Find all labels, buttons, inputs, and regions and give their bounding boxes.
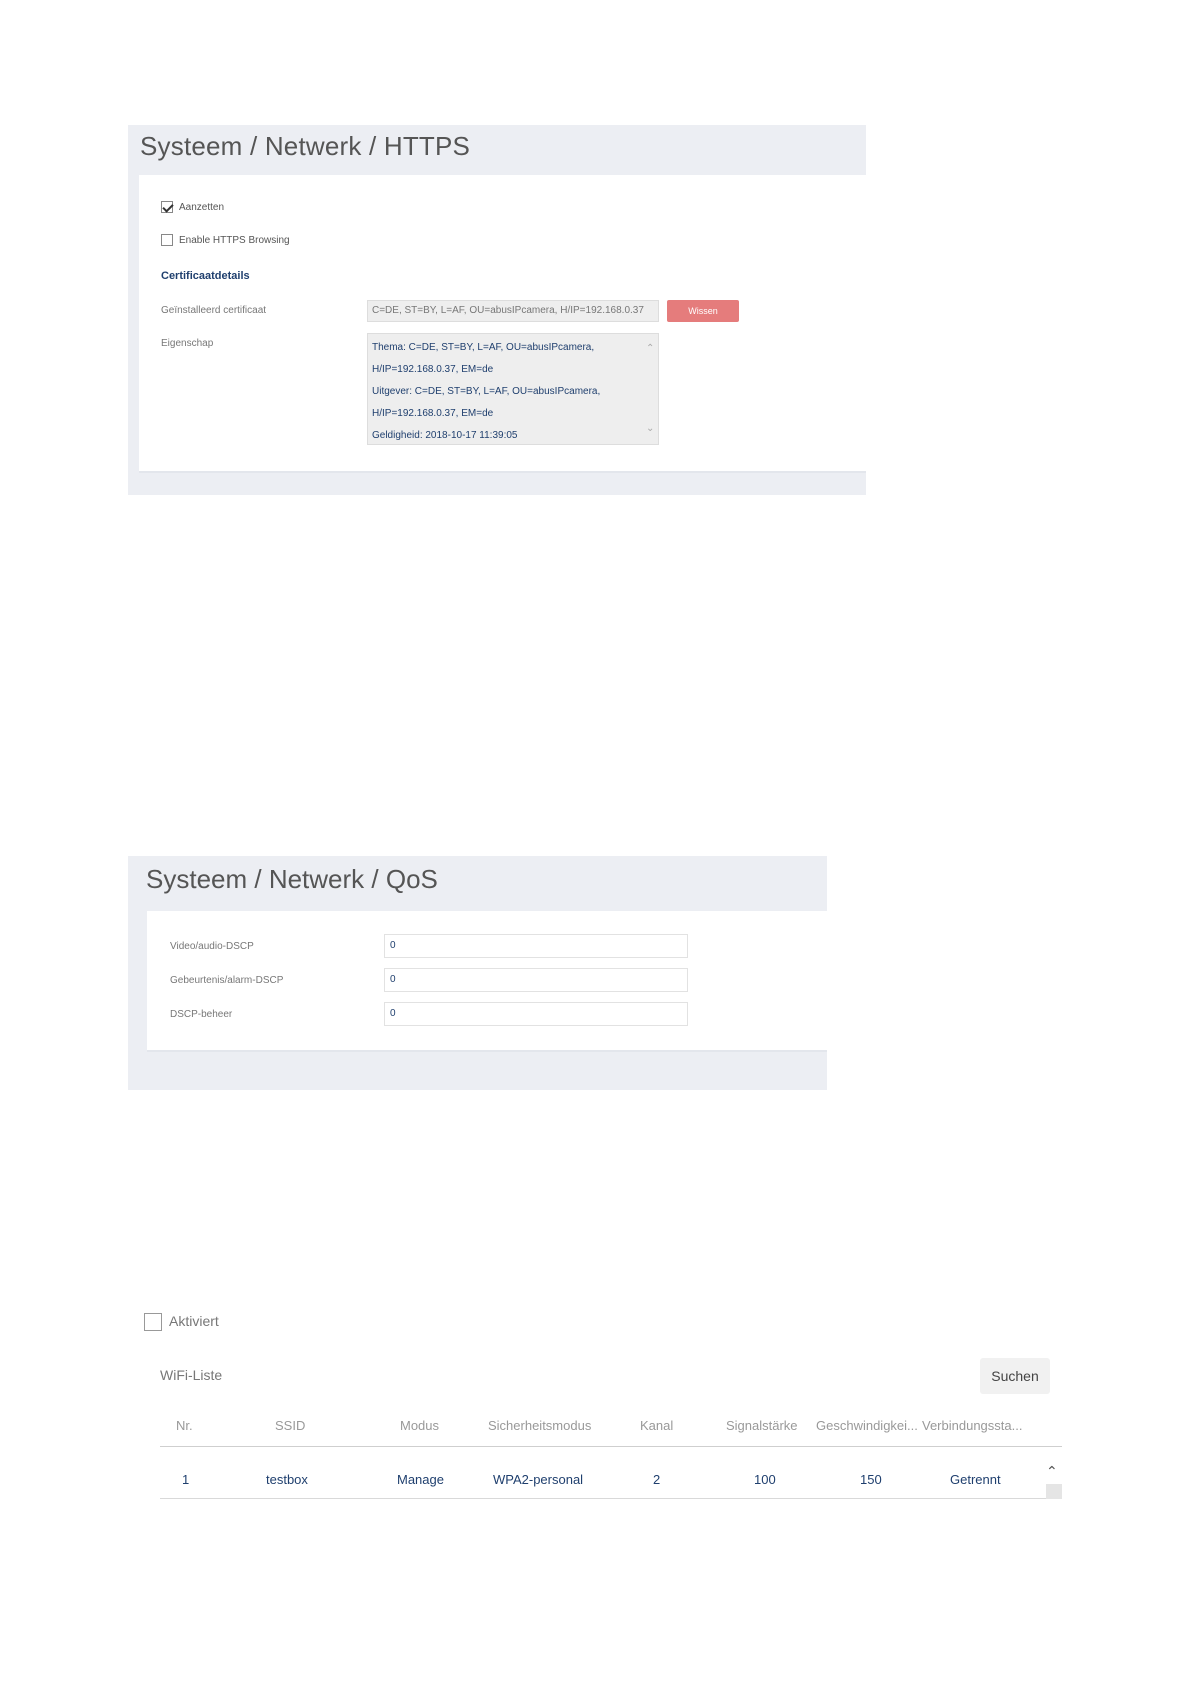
- chevron-down-icon[interactable]: ⌄: [646, 423, 655, 434]
- dscp-management-input[interactable]: 0: [384, 1002, 688, 1026]
- properties-scrollbar[interactable]: [646, 338, 656, 440]
- column-header-channel[interactable]: Kanal: [640, 1418, 674, 1433]
- table-scrollbar[interactable]: [1046, 1484, 1062, 1499]
- chevron-up-icon[interactable]: ⌃: [1046, 1463, 1058, 1479]
- row-divider: [160, 1498, 1062, 1499]
- wifi-list-title: WiFi-Liste: [160, 1367, 223, 1383]
- https-content: [139, 175, 866, 473]
- clear-certificate-button[interactable]: Wissen: [667, 300, 739, 322]
- activated-checkbox[interactable]: [144, 1313, 162, 1331]
- enable-row[interactable]: [161, 201, 224, 213]
- property-label: Eigenschap: [161, 338, 214, 349]
- qos-settings-panel: [128, 856, 827, 1090]
- column-header-speed[interactable]: Geschwindigkei...: [816, 1418, 918, 1433]
- cell-ssid: testbox: [266, 1472, 308, 1487]
- cell-channel: 2: [653, 1472, 661, 1487]
- https-browsing-label: Enable HTTPS Browsing: [179, 234, 290, 246]
- property-line: Uitgever: C=DE, ST=BY, L=AF, OU=abusIPcamera,: [372, 386, 601, 397]
- chevron-up-icon[interactable]: ⌃: [646, 343, 655, 354]
- certificate-details-heading: Certificaatdetails: [161, 270, 250, 282]
- property-line: Geldigheid: 2018-10-17 11:39:05: [372, 430, 518, 441]
- wifi-panel: [140, 1310, 1080, 1510]
- property-line: H/IP=192.168.0.37, EM=de: [372, 408, 494, 419]
- column-header-ssid[interactable]: SSID: [275, 1418, 306, 1433]
- qos-field-label: DSCP-beheer: [170, 1009, 233, 1020]
- enable-label: Aanzetten: [179, 201, 225, 213]
- search-button[interactable]: Suchen: [980, 1358, 1050, 1394]
- https-browsing-checkbox[interactable]: [161, 234, 173, 246]
- video-audio-dscp-input[interactable]: 0: [384, 934, 688, 958]
- qos-field-label: Video/audio-DSCP: [170, 941, 254, 952]
- https-settings-panel: [128, 125, 866, 495]
- cell-signal-strength: 100: [754, 1472, 776, 1487]
- cell-security-mode: WPA2-personal: [493, 1472, 584, 1487]
- activated-label: Aktiviert: [169, 1313, 219, 1329]
- event-alarm-dscp-input[interactable]: 0: [384, 968, 688, 992]
- column-header-mode[interactable]: Modus: [400, 1418, 440, 1433]
- cell-connection-status: Getrennt: [950, 1472, 1001, 1487]
- enable-checkbox[interactable]: [161, 201, 173, 213]
- page-title-qos: Systeem / Netwerk / QoS: [146, 864, 438, 894]
- property-line: Thema: C=DE, ST=BY, L=AF, OU=abusIPcamera,: [372, 342, 595, 353]
- cell-mode: Manage: [397, 1472, 444, 1487]
- certificate-properties-box[interactable]: [367, 333, 659, 445]
- https-browsing-row[interactable]: [161, 234, 290, 246]
- column-header-security-mode[interactable]: Sicherheitsmodus: [488, 1418, 592, 1433]
- cell-nr: 1: [182, 1472, 190, 1487]
- header-divider: [160, 1446, 1062, 1447]
- page-title-https: Systeem / Netwerk / HTTPS: [140, 131, 471, 161]
- column-header-connection-status[interactable]: Verbindungssta...: [922, 1418, 1023, 1433]
- installed-certificate-field: C=DE, ST=BY, L=AF, OU=abusIPcamera, H/IP=192.168.0.37: [367, 300, 659, 322]
- column-header-nr[interactable]: Nr.: [176, 1418, 193, 1433]
- column-header-signal-strength[interactable]: Signalstärke: [726, 1418, 798, 1433]
- installed-certificate-label: Geïnstalleerd certificaat: [161, 305, 267, 316]
- property-line: H/IP=192.168.0.37, EM=de: [372, 364, 494, 375]
- qos-field-label: Gebeurtenis/alarm-DSCP: [170, 975, 284, 986]
- qos-content: [147, 911, 827, 1052]
- cell-speed: 150: [860, 1472, 882, 1487]
